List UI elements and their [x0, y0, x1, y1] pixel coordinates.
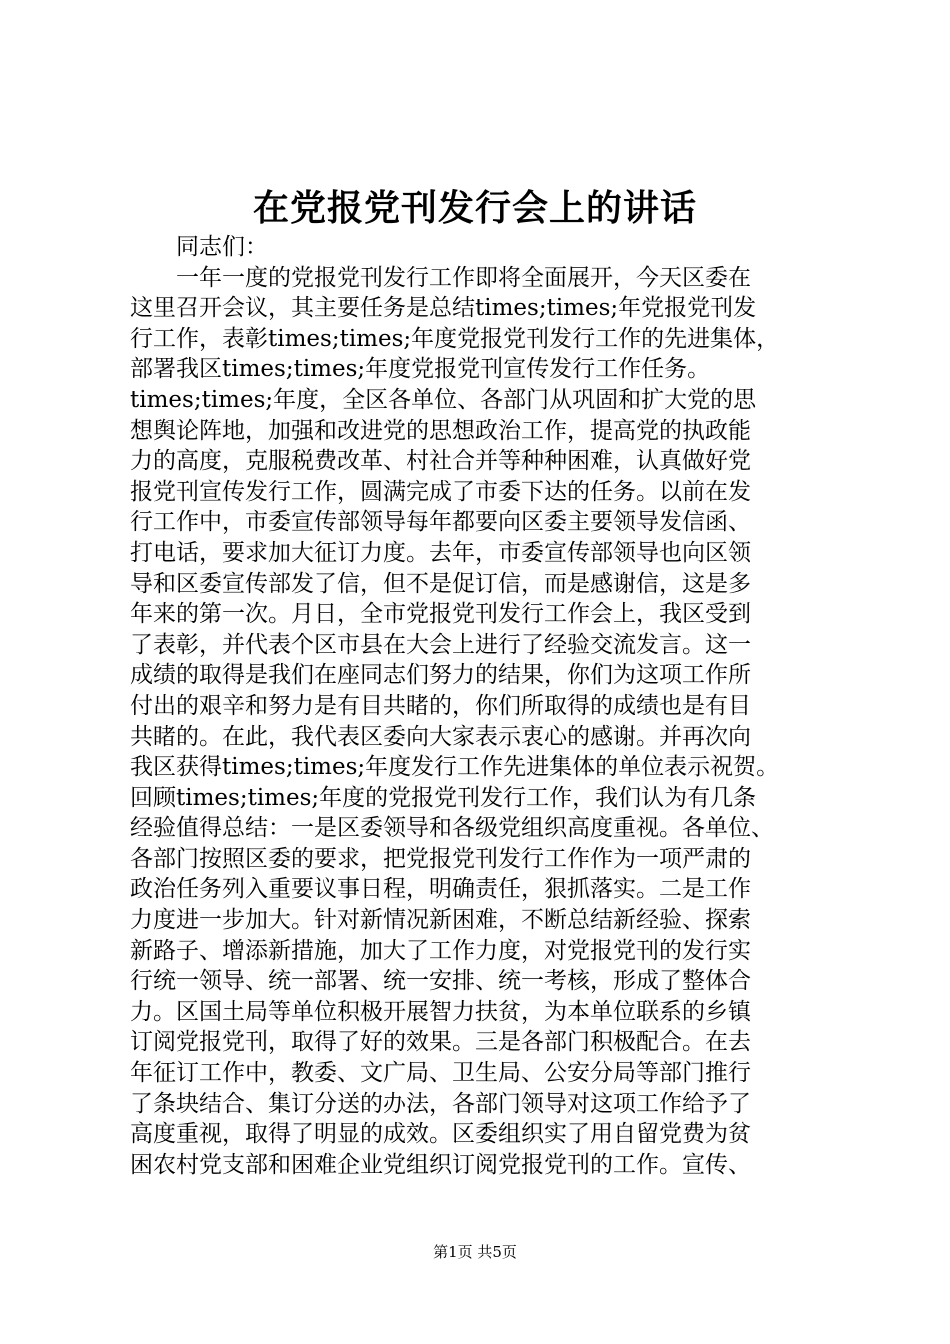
- paragraph-line: 了表彰，并代表个区市县在大会上进行了经验交流发言。这一: [130, 631, 751, 658]
- paragraph-line: 付出的艰辛和努力是有目共睹的，你们所取得的成绩也是有目: [130, 692, 751, 719]
- paragraph-line: 这里召开会议，其主要任务是总结times;times;年党报党刊发: [130, 295, 757, 322]
- page-footer: 第1页 共5页: [433, 1243, 517, 1261]
- paragraph-line: 困农村党支部和困难企业党组织订阅党报党刊的工作。宣传、: [130, 1151, 751, 1178]
- paragraph-line: 年征订工作中，教委、文广局、卫生局、公安分局等部门推行: [130, 1060, 751, 1087]
- paragraph-line: 行工作中，市委宣传部领导每年都要向区委主要领导发信函、: [130, 509, 751, 536]
- paragraph-line: 各部门按照区委的要求，把党报党刊发行工作作为一项严肃的: [130, 845, 751, 872]
- paragraph-line: 报党刊宣传发行工作，圆满完成了市委下达的任务。以前在发: [130, 478, 751, 505]
- paragraph-line: 行统一领导、统一部署、统一安排、统一考核，形成了整体合: [130, 968, 751, 995]
- paragraph-line: 力度进一步加大。针对新情况新困难，不断总结新经验、探索: [130, 907, 751, 934]
- salutation-line: 同志们：: [176, 234, 268, 260]
- paragraph-line: 回顾times;times;年度的党报党刊发行工作，我们认为有几条: [130, 784, 757, 811]
- paragraph-line: 经验值得总结：一是区委领导和各级党组织高度重视。各单位、: [130, 815, 774, 842]
- paragraph-line: 打电话，要求加大征订力度。去年，市委宣传部领导也向区领: [130, 539, 751, 566]
- paragraph-line: 部署我区times;times;年度党报党刊宣传发行工作任务。: [130, 356, 711, 383]
- document-title: 在党报党刊发行会上的讲话: [252, 187, 697, 229]
- document-body: [130, 232, 830, 1180]
- paragraph-line: 订阅党报党刊，取得了好的效果。三是各部门积极配合。在去: [130, 1029, 751, 1056]
- paragraph-line: 高度重视，取得了明显的成效。区委组织实了用自留党费为贫: [130, 1121, 751, 1148]
- paragraph-line: 成绩的取得是我们在座同志们努力的结果，你们为这项工作所: [130, 662, 751, 689]
- paragraph-line: 新路子、增添新措施，加大了工作力度，对党报党刊的发行实: [130, 937, 751, 964]
- paragraph-line: 共睹的。在此，我代表区委向大家表示衷心的感谢。并再次向: [130, 723, 751, 750]
- paragraph-line: 想舆论阵地，加强和改进党的思想政治工作，提高党的执政能: [130, 417, 751, 444]
- paragraph-line: 力。区国土局等单位积极开展智力扶贫，为本单位联系的乡镇: [130, 998, 751, 1025]
- paragraph-line: 了条块结合、集订分送的办法，各部门领导对这项工作给予了: [130, 1090, 751, 1117]
- paragraph-line: times;times;年度，全区各单位、各部门从巩固和扩大党的思: [130, 386, 757, 413]
- paragraph-line: 行工作，表彰times;times;年度党报党刊发行工作的先进集体，: [130, 325, 780, 352]
- paragraph-line: 一年一度的党报党刊发行工作即将全面展开，今天区委在: [176, 264, 751, 291]
- paragraph-line: 政治任务列入重要议事日程，明确责任，狠抓落实。二是工作: [130, 876, 751, 903]
- paragraph-line: 导和区委宣传部发了信，但不是促订信，而是感谢信，这是多: [130, 570, 751, 597]
- paragraph-line: 力的高度，克服税费改革、村社合并等种种困难，认真做好党: [130, 448, 751, 475]
- paragraph-line: 我区获得times;times;年度发行工作先进集体的单位表示祝贺。: [130, 754, 780, 781]
- paragraph-line: 年来的第一次。月日，全市党报党刊发行工作会上，我区受到: [130, 601, 751, 628]
